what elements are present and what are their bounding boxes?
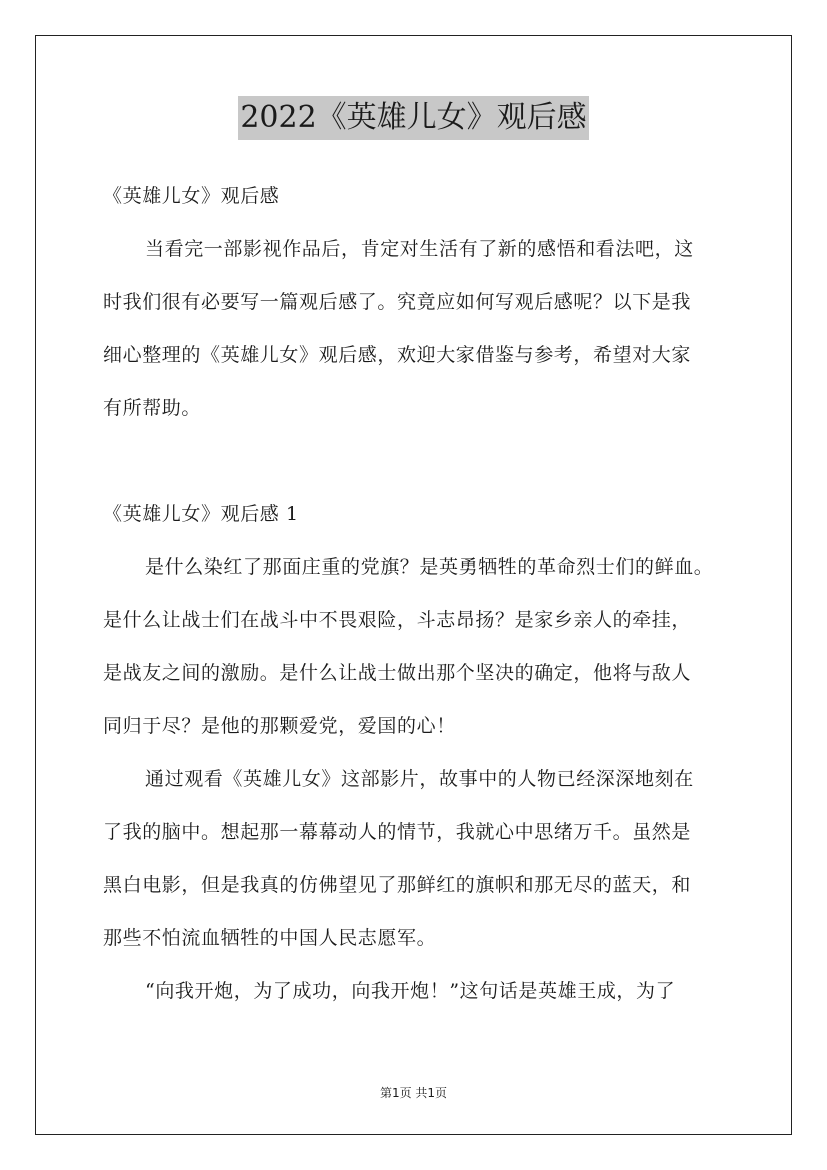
paragraph-line: 那些不怕流血牺牲的中国人民志愿军。 [103,927,437,949]
paragraph-line: 通过观看《英雄儿女》这部影片，故事中的人物已经深深地刻在 [145,768,694,790]
intro-line: 时我们很有必要写一篇观后感了。究竟应如何写观后感呢？以下是我 [103,291,692,313]
document-body [103,170,733,1018]
paragraph-line: 是什么让战士们在战斗中不畏艰险，斗志昂扬？是家乡亲人的牵挂， [103,609,692,631]
paragraph-line: 同归于尽？是他的那颗爱党，爱国的心！ [103,715,456,737]
title-container [0,96,827,140]
paragraph-line: 了我的脑中。想起那一幕幕动人的情节，我就心中思绪万千。虽然是 [103,821,692,843]
intro-line: 当看完一部影视作品后，肯定对生活有了新的感悟和看法吧，这 [145,238,694,260]
intro-line: 有所帮助。 [103,397,202,419]
page-footer: 第1页 共1页 [379,1086,448,1100]
subtitle: 《英雄儿女》观后感 [103,185,280,207]
section-heading: 《英雄儿女》观后感 1 [103,503,299,525]
paragraph-line: 黑白电影，但是我真的仿佛望见了那鲜红的旗帜和那无尽的蓝天，和 [103,874,692,896]
spacer [103,435,733,488]
document-title: 2022《英雄儿女》观后感 [238,96,588,140]
paragraph-line: 是战友之间的激励。是什么让战士做出那个坚决的确定，他将与敌人 [103,662,692,684]
paragraph-line: “向我开炮，为了成功，向我开炮！”这句话是英雄王成，为了 [145,980,676,1002]
paragraph-line: 是什么染红了那面庄重的党旗？是英勇牺牲的革命烈士们的鲜血。 [145,556,714,578]
intro-line: 细心整理的《英雄儿女》观后感，欢迎大家借鉴与参考，希望对大家 [103,344,692,366]
